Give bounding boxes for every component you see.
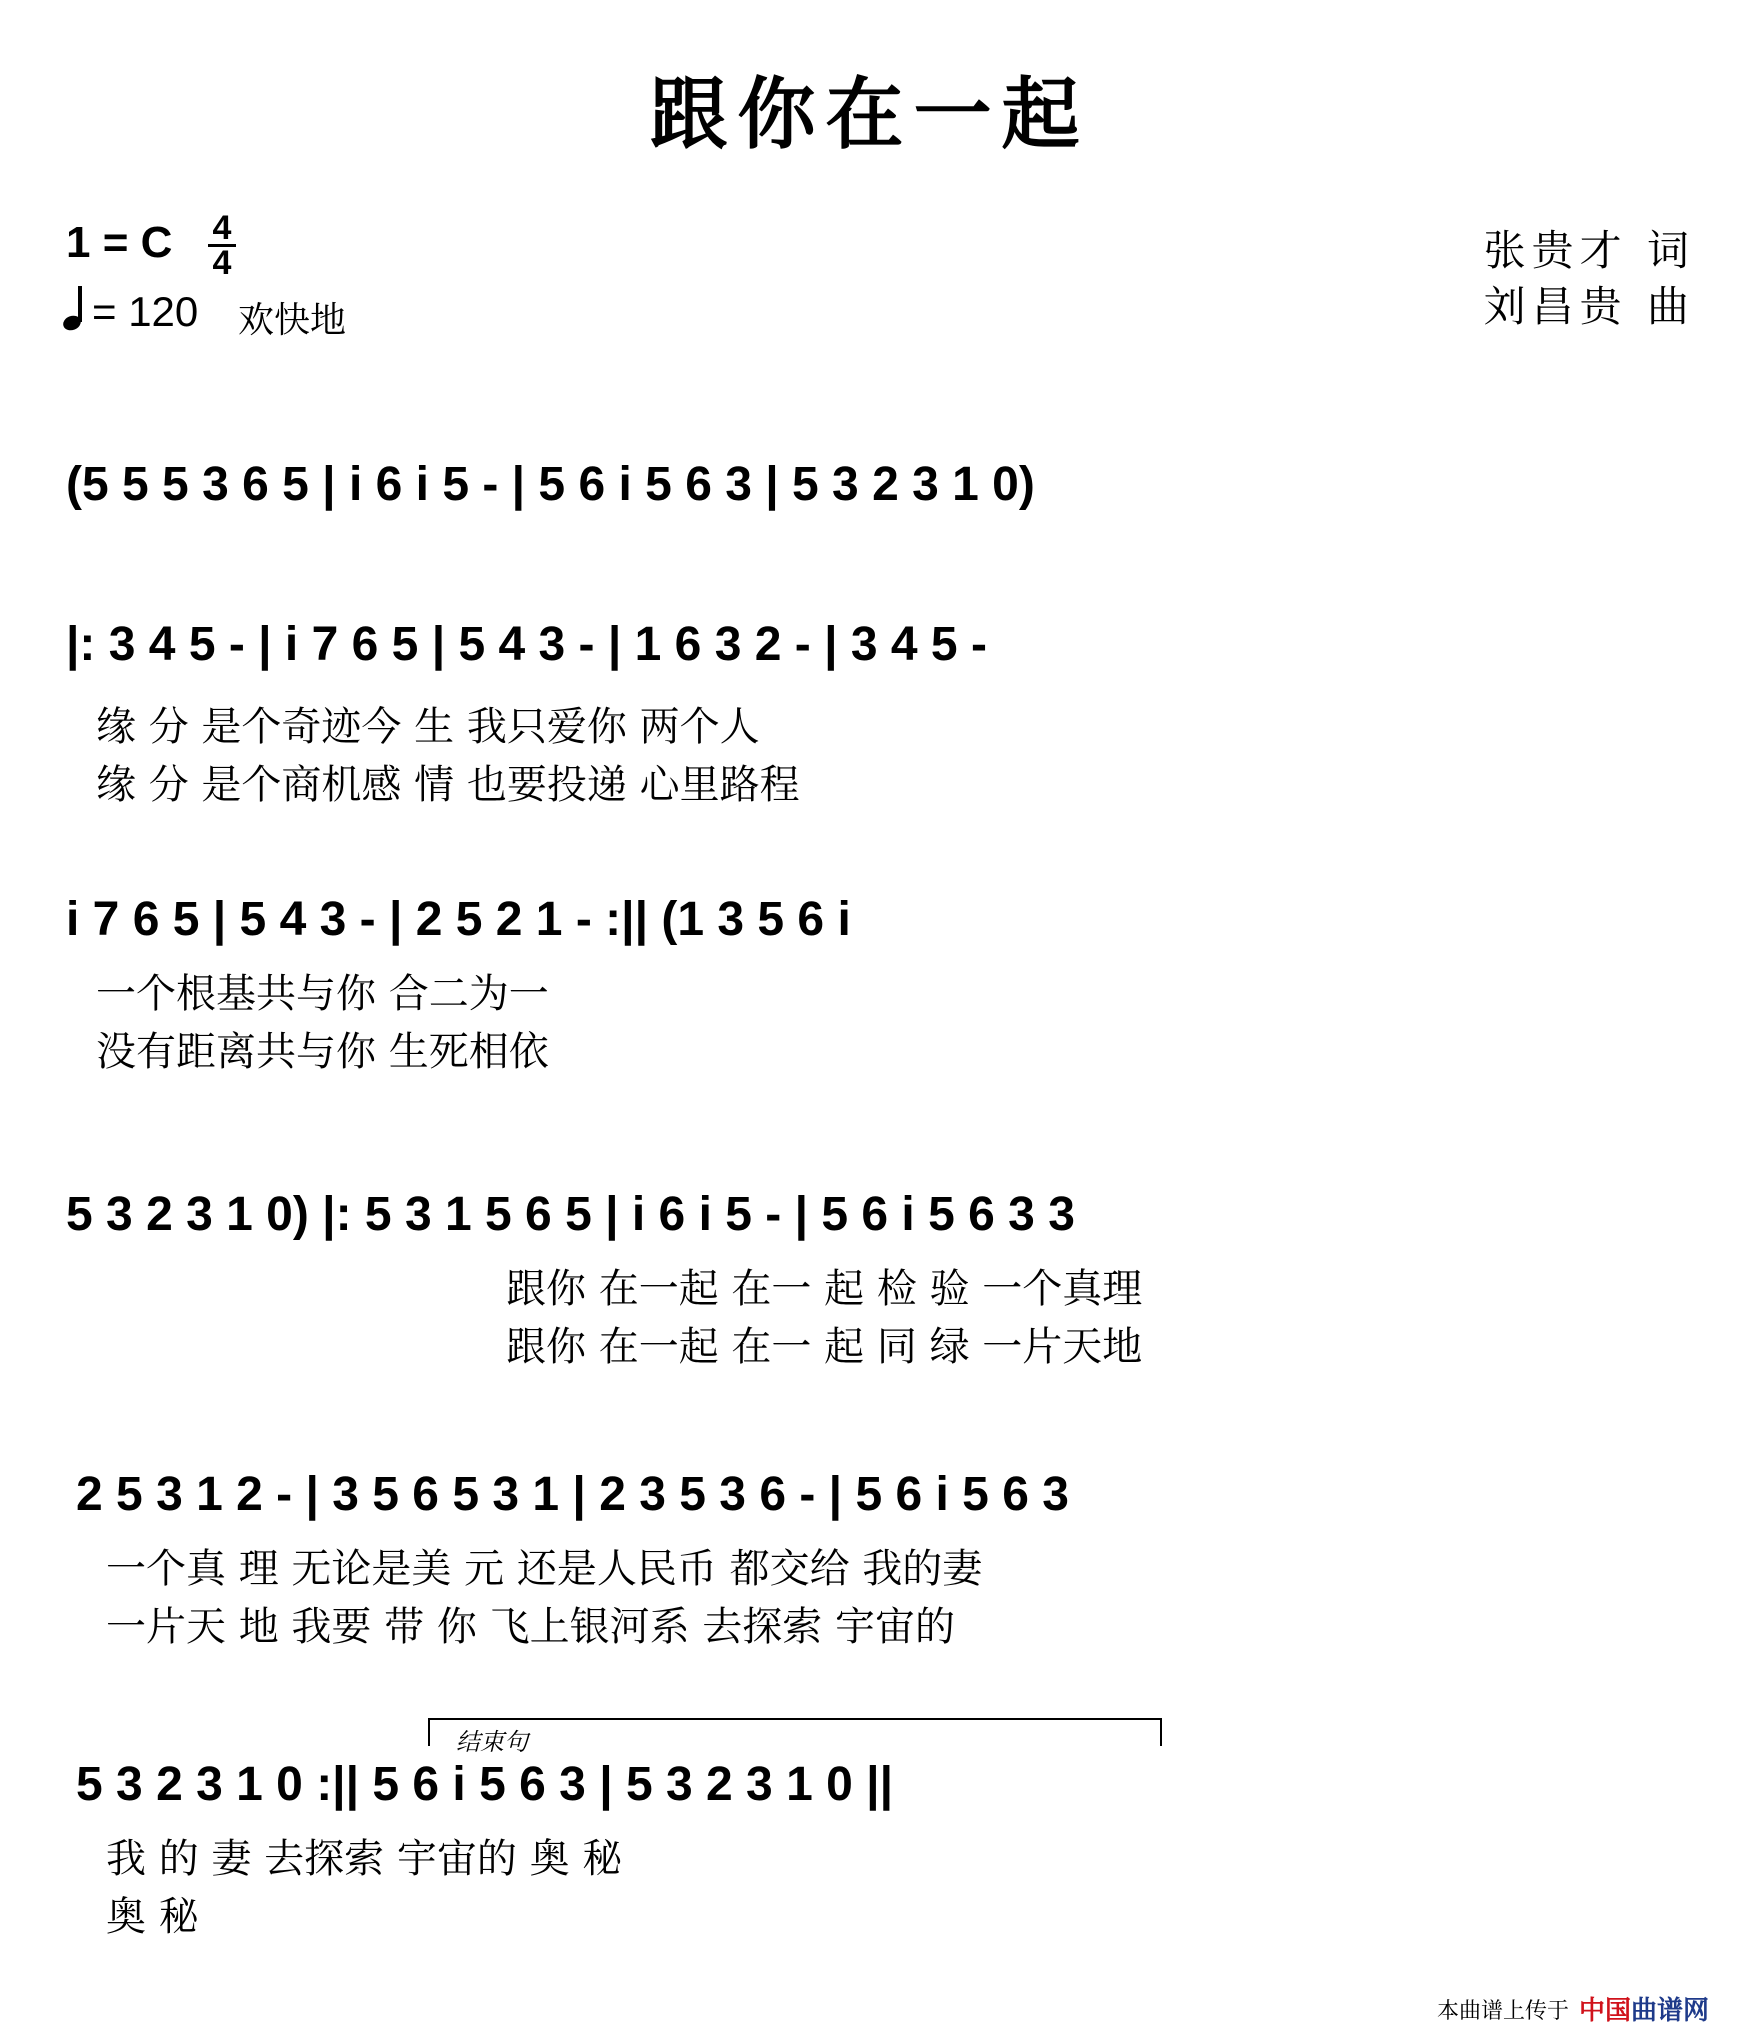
notation-line: (5 5 5 3 6 5 | i 6 i 5 - | 5 6 i 5 6 3 | 5 3 2 3 1 0) [66,458,1035,511]
lyric-line: 没有距离共与你 生死相依 [96,1029,549,1075]
time-signature-top: 4 [212,209,232,247]
score-title: 跟你在一起 [649,69,1090,160]
key-signature: 1 = C [66,218,173,267]
time-signature-bottom: 4 [212,244,232,282]
lyric-line: 跟你 在一起 在一 起 同 绿 一片天地 [506,1324,1143,1370]
lyric-line: 一片天 地 我要 带 你 飞上银河系 去探索 宇宙的 [106,1604,956,1650]
tempo-marking: = 120 [92,288,199,335]
notation-line: 2 5 3 1 2 - | 3 5 6 5 3 1 | 2 3 5 3 6 - | 5 6 i 5 6 3 [76,1468,1069,1521]
logo-part-b: 曲谱网 [1630,1996,1709,2026]
ending-label: 结束句 [456,1728,528,1756]
lyric-line: 跟你 在一起 在一 起 检 验 一个真理 [506,1266,1143,1312]
lyric-line: 缘 分 是个商机感 情 也要投递 心里路程 [96,762,800,808]
notation-line: i 7 6 5 | 5 4 3 - | 2 5 2 1 - :|| (1 3 5 6 i [66,893,851,946]
lyricist-credit: 张贵才 词 [1483,226,1695,275]
lyric-line: 一个真 理 无论是美 元 还是人民币 都交给 我的妻 [106,1546,983,1592]
notation-line: |: 3 4 5 - | i 7 6 5 | 5 4 3 - | 1 6 3 2 - | 3 4 5 - [66,618,987,671]
footer-text: 本曲谱上传于 [1436,1999,1569,2024]
ending-bracket [428,1718,1162,1746]
expression-marking: 欢快地 [238,300,347,341]
lyric-line: 缘 分 是个奇迹今 生 我只爱你 两个人 [96,704,760,750]
notation-line: 5 3 2 3 1 0 :|| 5 6 i 5 6 3 | 5 3 2 3 1 0 || [76,1758,894,1811]
notation-line: 5 3 2 3 1 0) |: 5 3 1 5 6 5 | i 6 i 5 - | 5 6 i 5 6 3 3 [66,1188,1075,1241]
site-logo [1579,1990,1709,2027]
lyric-line: 我 的 妻 去探索 宇宙的 奥 秘 [106,1836,623,1882]
lyric-line: 奥 秘 [106,1894,199,1940]
logo-part-a: 中国 [1578,1996,1631,2026]
lyric-line: 一个根基共与你 合二为一 [96,971,549,1017]
composer-credit: 刘昌贵 曲 [1483,282,1695,331]
